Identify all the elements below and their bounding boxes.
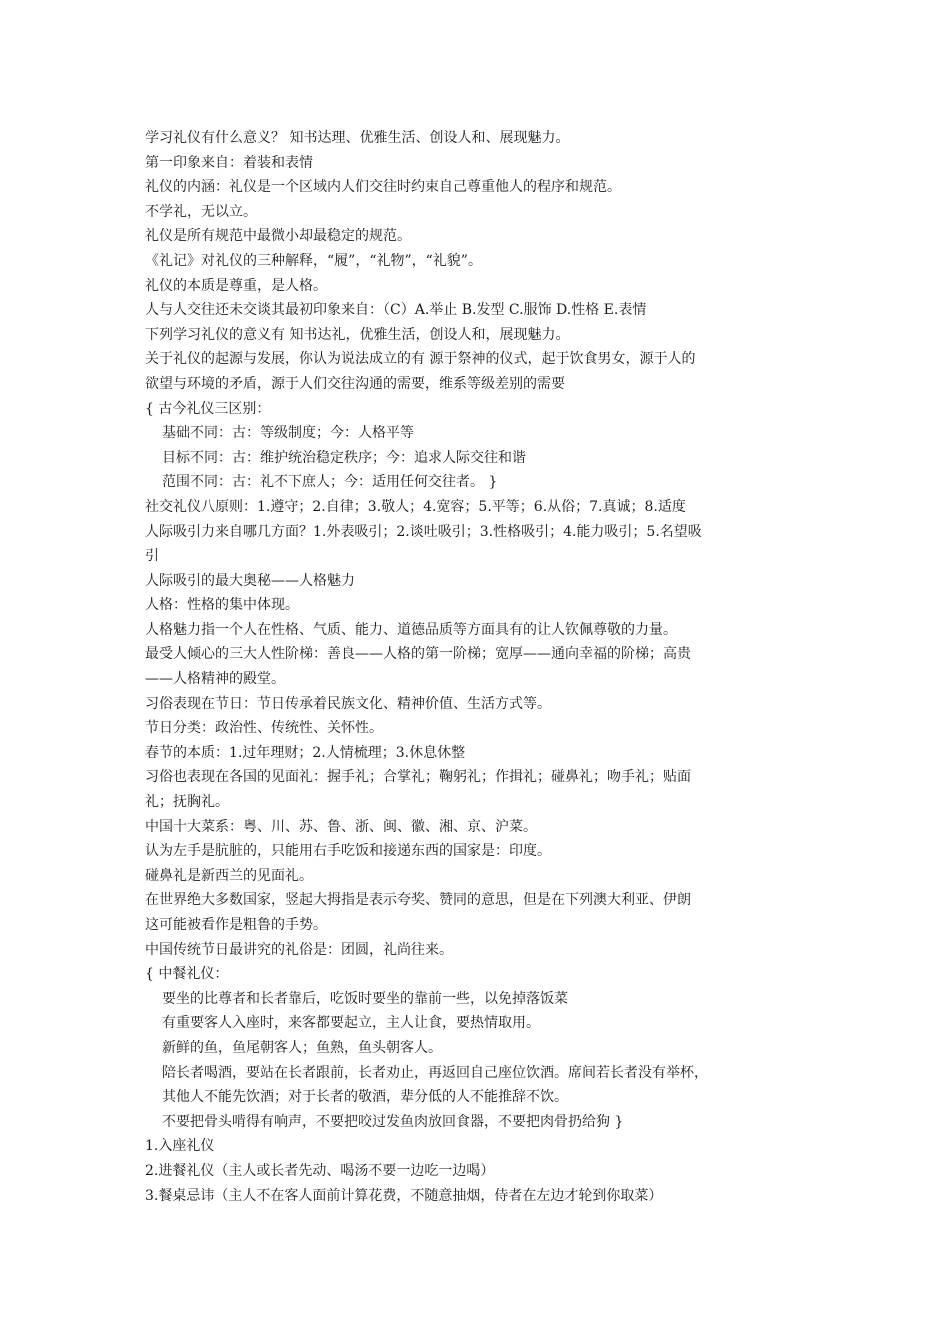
text-line: 认为左手是肮脏的，只能用右手吃饭和接递东西的国家是：印度。	[145, 843, 551, 860]
text-line: 人际吸引的最大奥秘——人格魅力	[145, 572, 355, 589]
text-line: 习俗表现在节日：节日传承着民族文化、精神价值、生活方式等。	[145, 695, 551, 712]
text-line: 中国十大菜系：粤、川、苏、鲁、浙、闽、徽、湘、京、沪菜。	[145, 818, 537, 835]
text-line: 碰鼻礼是新西兰的见面礼。	[145, 867, 313, 884]
list-item: 3.餐桌忌讳（主人不在客人面前计算花费，不随意抽烟，侍者在左边才轮到你取菜）	[145, 1187, 663, 1204]
text-line: 在世界绝大多数国家，竖起大拇指是表示夸奖、赞同的意思，但是在下列澳大利亚、伊朗	[145, 892, 691, 909]
text-line: 不学礼，无以立。	[145, 203, 257, 220]
text-line: 《礼记》对礼仪的三种解释，“履”，“礼物”，“礼貌”。	[145, 252, 482, 269]
list-item: 2.进餐礼仪（主人或长者先动、喝汤不要一边吃一边喝）	[145, 1162, 495, 1179]
text-line: 范围不同：古：礼不下庶人；今：适用任何交往者。 }	[162, 474, 498, 491]
list-item: 1.入座礼仪	[145, 1138, 215, 1155]
text-line: 春节的本质：1.过年理财；2.人情梳理；3.休息休整	[145, 744, 466, 761]
text-line: 这可能被看作是粗鲁的手势。	[145, 917, 327, 933]
document-page	[145, 126, 825, 1208]
section-heading: { 中餐礼仪：	[145, 966, 229, 983]
section-heading: { 古今礼仪三区别：	[145, 400, 271, 417]
text-line: 不要把骨头啃得有响声，不要把咬过发鱼肉放回食器，不要把肉骨扔给狗 }	[162, 1113, 624, 1130]
text-line: 中国传统节日最讲究的礼俗是：团圆，礼尚往来。	[145, 941, 453, 958]
text-line: 礼仪的本质是尊重，是人格。	[145, 277, 327, 294]
text-line: 第一印象来自：着装和表情	[145, 154, 313, 171]
text-line: 陪长者喝酒，要站在长者跟前，长者劝止，再返回自己座位饮酒。席间若长者没有举杯，	[162, 1064, 708, 1081]
text-line: 最受人倾心的三大人性阶梯：善良——人格的第一阶梯；宽厚——通向幸福的阶梯；高贵	[145, 646, 691, 663]
text-line: 礼仪的内涵：礼仪是一个区域内人们交往时约束自己尊重他人的程序和规范。	[145, 179, 621, 196]
text-line: 有重要客人入座时，来客都要起立，主人让食，要热情取用。	[162, 1015, 540, 1032]
text-line: 欲望与环境的矛盾，源于人们交往沟通的需要，维系等级差别的需要	[145, 375, 565, 392]
text-line: ——人格精神的殿堂。	[145, 671, 285, 688]
text-line: 人与人交往还未交谈其最初印象来自：（C）A.举止 B.发型 C.服饰 D.性格 E.表情	[145, 302, 647, 319]
text-line: 人际吸引力来自哪几方面？1.外表吸引；2.谈吐吸引；3.性格吸引；4.能力吸引；5.名望吸	[145, 523, 702, 540]
text-line: 习俗也表现在各国的见面礼：握手礼；合掌礼；鞠躬礼；作揖礼；碰鼻礼；吻手礼；贴面	[145, 769, 691, 786]
text-line: 学习礼仪有什么意义？ 知书达理、优雅生活、创设人和、展现魅力。	[145, 130, 570, 146]
text-line: 要坐的比尊者和长者靠后，吃饭时要坐的靠前一些，以免掉落饭菜	[162, 990, 568, 1007]
text-line: 社交礼仪八原则：1.遵守；2.自律；3.敬人；4.宽容；5.平等；6.从俗；7.真诚；8.适度	[145, 498, 686, 515]
text-line: 关于礼仪的起源与发展，你认为说法成立的有 源于祭神的仪式，起于饮食男女，源于人的	[145, 351, 696, 368]
text-line: 人格魅力指一个人在性格、气质、能力、道德品质等方面具有的让人钦佩尊敬的力量。	[145, 621, 677, 638]
text-line: 下列学习礼仪的意义有 知书达礼，优雅生活，创设人和，展现魅力。	[145, 326, 570, 343]
text-line: 目标不同：古：维护统治稳定秩序；今：追求人际交往和谐	[162, 449, 526, 466]
text-line: 新鲜的鱼，鱼尾朝客人；鱼熟，鱼头朝客人。	[162, 1039, 442, 1056]
text-line: 礼仪是所有规范中最微小却最稳定的规范。	[145, 228, 411, 245]
text-line: 其他人不能先饮酒；对于长者的敬酒，辈分低的人不能推辞不饮。	[162, 1089, 568, 1106]
text-line: 节日分类：政治性、传统性、关怀性。	[145, 720, 383, 737]
text-line: 人格：性格的集中体现。	[145, 597, 299, 614]
text-line: 基础不同：古：等级制度；今：人格平等	[162, 425, 414, 442]
text-line: 引	[145, 548, 159, 565]
text-line: 礼；抚胸礼。	[145, 794, 229, 811]
